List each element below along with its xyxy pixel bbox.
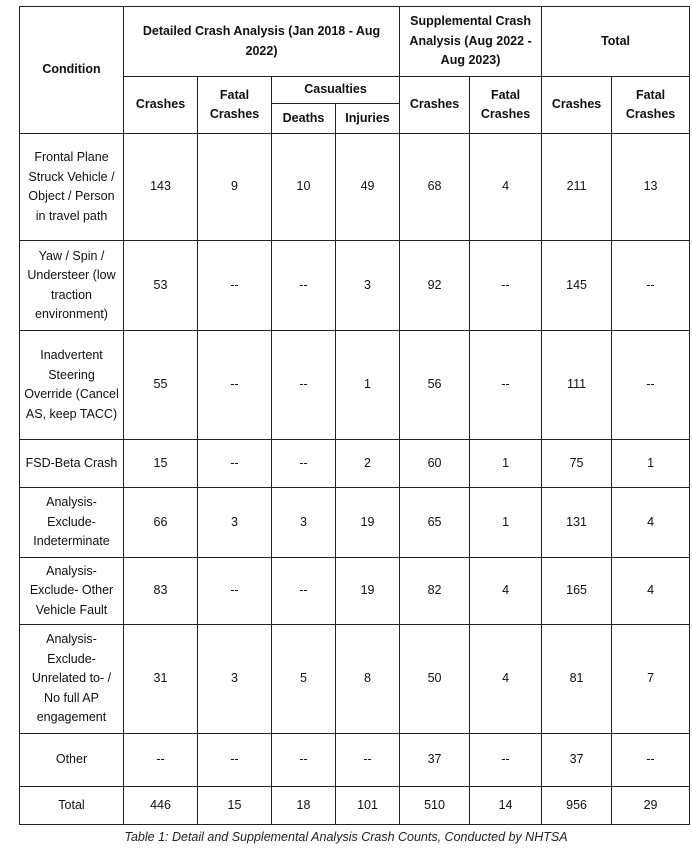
detailed-fatal-cell: -- <box>198 558 272 625</box>
supplemental-crashes-cell: 92 <box>400 241 470 331</box>
supplemental-fatal-cell: -- <box>470 331 542 440</box>
detailed-crashes-cell: 66 <box>124 488 198 558</box>
header-total-fatal-crashes: Fatal Crashes <box>612 77 690 134</box>
detailed-fatal-cell: -- <box>198 440 272 488</box>
detailed-crashes-cell: 55 <box>124 331 198 440</box>
condition-cell: Analysis-Exclude-Unrelated to- / No full AP engagement <box>20 625 124 734</box>
injuries-cell: 19 <box>336 558 400 625</box>
total-fatal-cell: 4 <box>612 558 690 625</box>
detailed-fatal-cell: 15 <box>198 787 272 825</box>
injuries-cell: 19 <box>336 488 400 558</box>
total-fatal-cell: 4 <box>612 488 690 558</box>
injuries-cell: 101 <box>336 787 400 825</box>
deaths-cell: 5 <box>272 625 336 734</box>
total-crashes-cell: 131 <box>542 488 612 558</box>
supplemental-crashes-cell: 82 <box>400 558 470 625</box>
total-fatal-cell: 13 <box>612 134 690 241</box>
total-crashes-cell: 956 <box>542 787 612 825</box>
supplemental-fatal-cell: 4 <box>470 558 542 625</box>
total-fatal-cell: 7 <box>612 625 690 734</box>
detailed-crashes-cell: 53 <box>124 241 198 331</box>
supplemental-fatal-cell: 4 <box>470 134 542 241</box>
header-deaths: Deaths <box>272 104 336 134</box>
total-crashes-cell: 211 <box>542 134 612 241</box>
total-crashes-cell: 37 <box>542 734 612 787</box>
supplemental-crashes-cell: 37 <box>400 734 470 787</box>
supplemental-crashes-cell: 60 <box>400 440 470 488</box>
deaths-cell: 18 <box>272 787 336 825</box>
detailed-fatal-cell: 9 <box>198 134 272 241</box>
table-row <box>20 241 690 331</box>
condition-cell: Analysis-Exclude-Indeterminate <box>20 488 124 558</box>
supplemental-crashes-cell: 65 <box>400 488 470 558</box>
deaths-cell: 3 <box>272 488 336 558</box>
injuries-cell: 3 <box>336 241 400 331</box>
detailed-fatal-cell: 3 <box>198 625 272 734</box>
injuries-cell: 49 <box>336 134 400 241</box>
header-supplemental-crashes: Crashes <box>400 77 470 134</box>
injuries-cell: 2 <box>336 440 400 488</box>
condition-cell: Frontal Plane Struck Vehicle / Object / Person in travel path <box>20 134 124 241</box>
condition-cell: Other <box>20 734 124 787</box>
deaths-cell: -- <box>272 440 336 488</box>
header-supplemental-analysis: Supplemental Crash Analysis (Aug 2022 - Aug 2023) <box>400 7 542 77</box>
supplemental-fatal-cell: 1 <box>470 440 542 488</box>
table-row <box>20 134 690 241</box>
total-crashes-cell: 81 <box>542 625 612 734</box>
deaths-cell: -- <box>272 331 336 440</box>
detailed-fatal-cell: 3 <box>198 488 272 558</box>
supplemental-crashes-cell: 56 <box>400 331 470 440</box>
total-crashes-cell: 145 <box>542 241 612 331</box>
supplemental-crashes-cell: 510 <box>400 787 470 825</box>
supplemental-fatal-cell: -- <box>470 241 542 331</box>
table-row <box>20 734 690 787</box>
deaths-cell: -- <box>272 241 336 331</box>
table-row <box>20 440 690 488</box>
supplemental-fatal-cell: 14 <box>470 787 542 825</box>
header-detailed-crashes: Crashes <box>124 77 198 134</box>
detailed-fatal-cell: -- <box>198 241 272 331</box>
total-crashes-cell: 75 <box>542 440 612 488</box>
table-row <box>20 558 690 625</box>
supplemental-fatal-cell: 4 <box>470 625 542 734</box>
table-row-total <box>20 787 690 825</box>
table-row <box>20 625 690 734</box>
deaths-cell: -- <box>272 558 336 625</box>
header-total-crashes: Crashes <box>542 77 612 134</box>
header-casualties: Casualties <box>272 77 400 104</box>
detailed-crashes-cell: 446 <box>124 787 198 825</box>
detailed-crashes-cell: 15 <box>124 440 198 488</box>
supplemental-crashes-cell: 50 <box>400 625 470 734</box>
detailed-fatal-cell: -- <box>198 734 272 787</box>
injuries-cell: -- <box>336 734 400 787</box>
detailed-crashes-cell: 31 <box>124 625 198 734</box>
supplemental-crashes-cell: 68 <box>400 134 470 241</box>
condition-cell: Yaw / Spin / Understeer (low traction environment) <box>20 241 124 331</box>
detailed-fatal-cell: -- <box>198 331 272 440</box>
detailed-crashes-cell: -- <box>124 734 198 787</box>
injuries-cell: 8 <box>336 625 400 734</box>
total-fatal-cell: 1 <box>612 440 690 488</box>
condition-cell: Inadvertent Steering Override (Cancel AS, keep TACC) <box>20 331 124 440</box>
header-detailed-analysis: Detailed Crash Analysis (Jan 2018 - Aug 2022) <box>124 7 400 77</box>
condition-cell: FSD-Beta Crash <box>20 440 124 488</box>
total-crashes-cell: 111 <box>542 331 612 440</box>
crash-counts-table <box>19 6 690 825</box>
header-total: Total <box>542 7 690 77</box>
total-fatal-cell: 29 <box>612 787 690 825</box>
header-condition: Condition <box>20 7 124 134</box>
total-crashes-cell: 165 <box>542 558 612 625</box>
condition-cell: Analysis-Exclude- Other Vehicle Fault <box>20 558 124 625</box>
deaths-cell: 10 <box>272 134 336 241</box>
supplemental-fatal-cell: 1 <box>470 488 542 558</box>
header-supplemental-fatal-crashes: Fatal Crashes <box>470 77 542 134</box>
detailed-crashes-cell: 143 <box>124 134 198 241</box>
deaths-cell: -- <box>272 734 336 787</box>
injuries-cell: 1 <box>336 331 400 440</box>
total-fatal-cell: -- <box>612 734 690 787</box>
table-caption: Table 1: Detail and Supplemental Analysis Crash Counts, Conducted by NHTSA <box>124 830 568 844</box>
table-row <box>20 331 690 440</box>
total-fatal-cell: -- <box>612 331 690 440</box>
header-injuries: Injuries <box>336 104 400 134</box>
table-row <box>20 488 690 558</box>
total-fatal-cell: -- <box>612 241 690 331</box>
detailed-crashes-cell: 83 <box>124 558 198 625</box>
supplemental-fatal-cell: -- <box>470 734 542 787</box>
condition-cell: Total <box>20 787 124 825</box>
header-detailed-fatal-crashes: Fatal Crashes <box>198 77 272 134</box>
